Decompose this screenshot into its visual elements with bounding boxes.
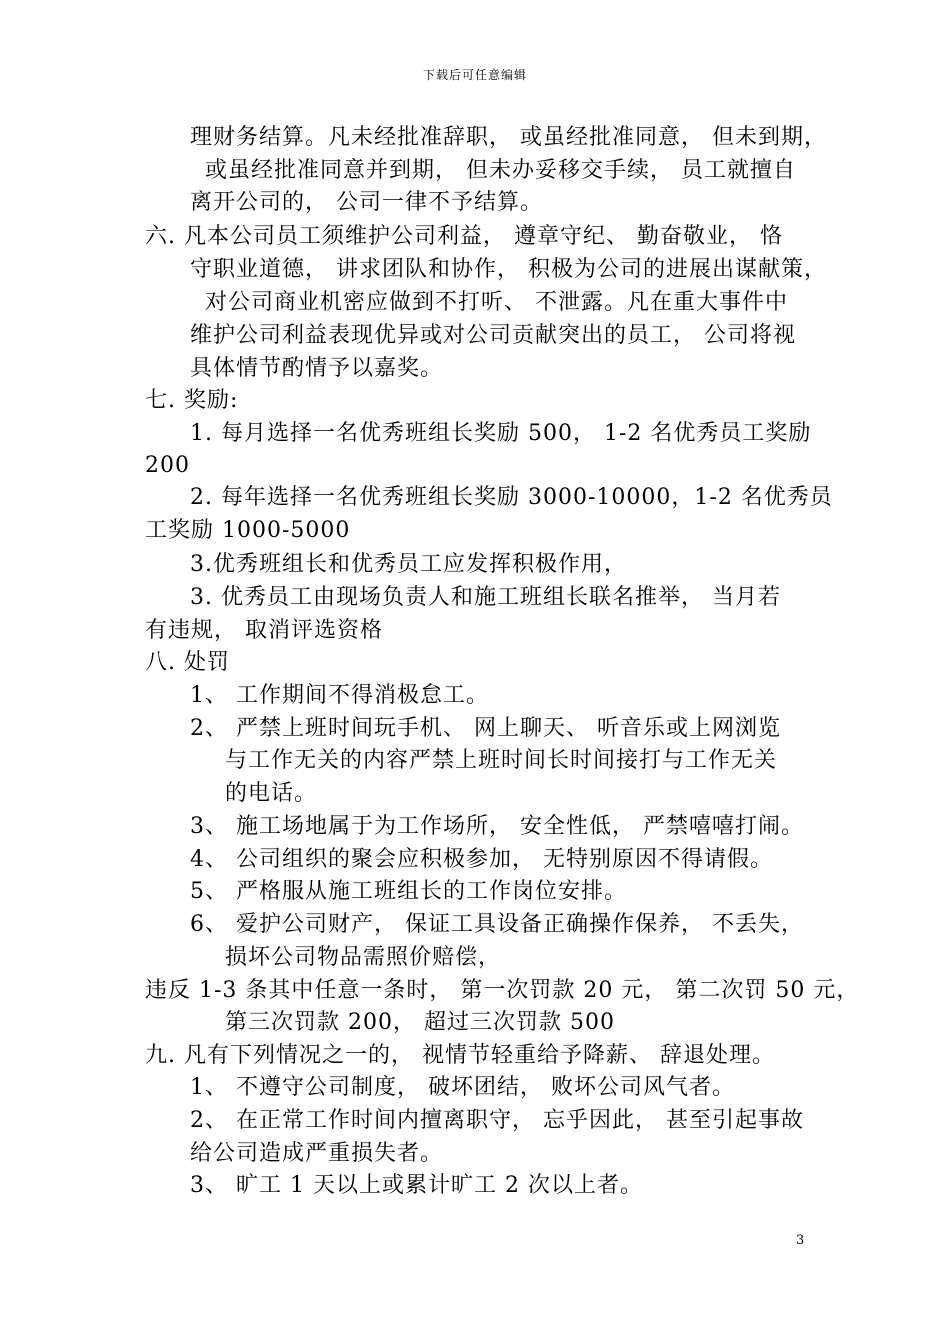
text-line: 损坏公司物品需照价赔偿， (225, 945, 502, 970)
text-line: 1、 不遵守公司制度， 破坏团结， 败坏公司风气者。 (190, 1075, 735, 1100)
text-line: 八. 处罚 (145, 650, 230, 675)
text-line: 有违规， 取消评选资格 (145, 618, 383, 643)
text-line: 2. 每年选择一名优秀班组长奖励 3000-10000，1-2 名优秀员 (190, 485, 833, 510)
page-header: 下载后可任意编辑 (422, 68, 527, 82)
text-line: 1、 工作期间不得消极怠工。 (190, 683, 489, 708)
text-line: 3、 旷工 1 天以上或累计旷工 2 次以上者。 (190, 1173, 643, 1198)
text-line: 的电话。 (225, 781, 318, 806)
text-line: 2、 在正常工作时间内擅离职守， 忘乎因此， 甚至引起事故 (190, 1108, 804, 1133)
text-line: 与工作无关的内容严禁上班时间长时间接打与工作无关 (225, 748, 778, 773)
text-line: 3、 施工场地属于为工作场所， 安全性低， 严禁嘻嘻打闹。 (190, 814, 804, 839)
text-line: 3. 优秀员工由现场负责人和施工班组长联名推举， 当月若 (190, 585, 781, 610)
text-line: 理财务结算。凡未经批准辞职， 或虽经批准同意， 但未到期， (190, 125, 827, 150)
text-line: 离开公司的， 公司一律不予结算。 (190, 190, 543, 215)
text-line: 对公司商业机密应做到不打听、 不泄露。凡在重大事件中 (205, 290, 788, 315)
text-line: 七. 奖励: (145, 388, 239, 413)
page-number: 3 (796, 1233, 805, 1248)
text-line: 3.优秀班组长和优秀员工应发挥积极作用， (190, 552, 627, 577)
text-line: 违反 1-3 条其中任意一条时， 第一次罚款 20 元， 第二次罚 50 元， (145, 978, 860, 1003)
text-line: 具体情节酌情予以嘉奖。 (190, 356, 444, 381)
text-line: 九. 凡有下列情况之一的， 视情节轻重给予降薪、 辞退处理。 (145, 1043, 775, 1068)
text-line: 1. 每月选择一名优秀班组长奖励 500， 1-2 名优秀员工奖励 (190, 421, 812, 446)
text-line: 守职业道德， 讲求团队和协作， 积极为公司的进展出谋献策， (190, 257, 827, 282)
text-line: 六. 凡本公司员工须维护公司利益， 遵章守纪、 勤奋敬业， 恪 (145, 224, 783, 249)
text-line: 200 (145, 453, 190, 478)
text-line: 工奖励 1000-5000 (145, 518, 351, 543)
text-line: 6、 爱护公司财产， 保证工具设备正确操作保养， 不丢失， (190, 912, 804, 937)
text-line: 维护公司利益表现优异或对公司贡献突出的员工， 公司将视 (190, 323, 796, 348)
text-line: 5、 严格服从施工班组长的工作岗位安排。 (190, 879, 627, 904)
text-line: 第三次罚款 200， 超过三次罚款 500 (225, 1010, 615, 1035)
text-line: 给公司造成严重损失者。 (190, 1141, 444, 1166)
text-line: 2、 严禁上班时间玩手机、 网上聊天、 听音乐或上网浏览 (190, 716, 781, 741)
text-line: 4、 公司组织的聚会应积极参加， 无特别原因不得请假。 (190, 847, 773, 872)
text-line: 或虽经批准同意并到期， 但未办妥移交手续， 员工就擅自 (205, 158, 796, 183)
